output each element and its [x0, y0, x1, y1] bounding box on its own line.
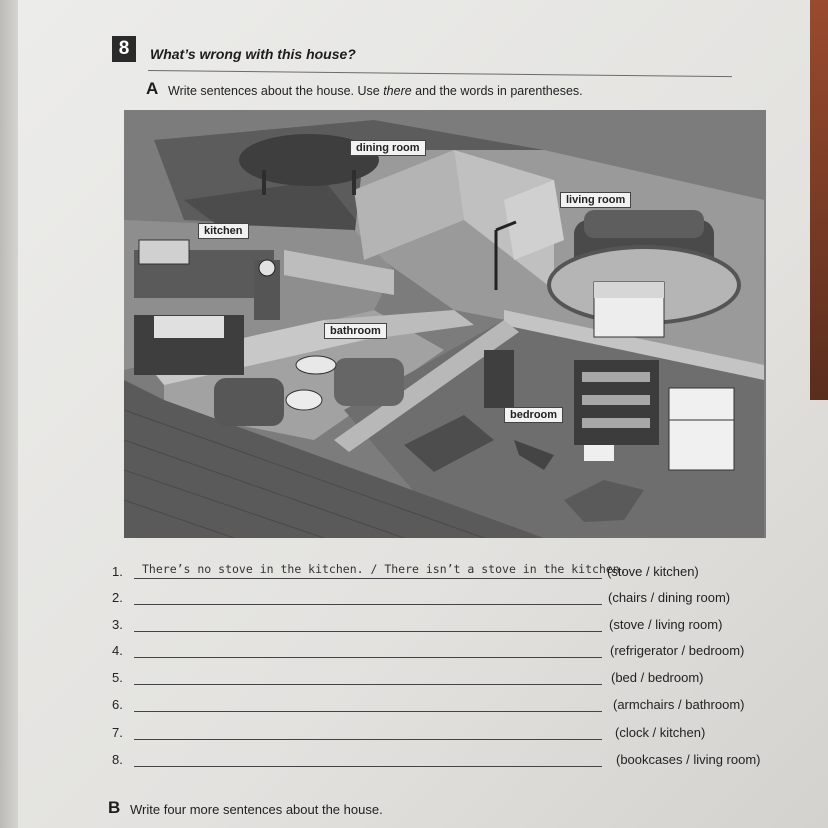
question-5-answer-line[interactable] — [134, 684, 602, 685]
question-8-number: 8. — [112, 752, 123, 767]
question-6-cue: (armchairs / bathroom) — [613, 697, 745, 712]
label-living-room: living room — [560, 192, 631, 208]
question-5-number: 5. — [112, 670, 123, 685]
question-7-answer-line[interactable] — [134, 739, 602, 740]
question-6-number: 6. — [112, 697, 123, 712]
table-edge — [810, 0, 828, 400]
question-1-answer: There’s no stove in the kitchen. / There isn’t a stove in the kitchen. — [142, 562, 627, 576]
question-4-number: 4. — [112, 643, 123, 658]
part-a-instruction-end: and the words in parentheses. — [411, 84, 583, 98]
part-a-letter: A — [146, 79, 159, 98]
house-illustration — [124, 110, 766, 538]
question-2-number: 2. — [112, 590, 123, 605]
question-7 — [112, 725, 782, 745]
part-a-instruction-emphasis: there — [383, 84, 412, 98]
part-a-instruction-start: Write sentences about the house. Use — [168, 84, 384, 98]
question-2 — [112, 590, 782, 610]
question-5 — [112, 670, 782, 690]
question-3-cue: (stove / living room) — [609, 617, 723, 632]
question-1 — [112, 564, 782, 584]
exercise-number: 8 — [112, 36, 136, 62]
house-floorplan-drawing — [124, 110, 766, 538]
exercise-title: What’s wrong with this house? — [150, 46, 356, 62]
part-b-instruction: Write four more sentences about the house. — [130, 802, 383, 817]
part-a-instruction — [168, 84, 583, 98]
question-6 — [112, 697, 782, 717]
question-1-number: 1. — [112, 564, 123, 579]
question-4 — [112, 643, 782, 663]
label-dining-room: dining room — [350, 140, 426, 156]
question-5-cue: (bed / bedroom) — [611, 670, 704, 685]
question-8 — [112, 752, 782, 772]
question-3 — [112, 617, 782, 637]
question-6-answer-line[interactable] — [134, 711, 602, 712]
question-8-answer-line[interactable] — [134, 766, 602, 767]
question-7-number: 7. — [112, 725, 123, 740]
question-2-answer-line[interactable] — [134, 604, 602, 605]
label-bathroom: bathroom — [324, 323, 387, 339]
question-1-answer-line[interactable] — [134, 578, 602, 579]
question-1-cue: (stove / kitchen) — [607, 564, 699, 579]
question-4-answer-line[interactable] — [134, 657, 602, 658]
question-3-number: 3. — [112, 617, 123, 632]
question-7-cue: (clock / kitchen) — [615, 725, 706, 740]
page-fold — [0, 0, 18, 828]
question-3-answer-line[interactable] — [134, 631, 602, 632]
question-2-cue: (chairs / dining room) — [608, 590, 731, 605]
label-bedroom: bedroom — [504, 407, 563, 423]
part-b-letter: B — [108, 798, 121, 817]
label-kitchen: kitchen — [198, 223, 249, 239]
question-8-cue: (bookcases / living room) — [616, 752, 761, 767]
question-4-cue: (refrigerator / bedroom) — [610, 643, 745, 658]
